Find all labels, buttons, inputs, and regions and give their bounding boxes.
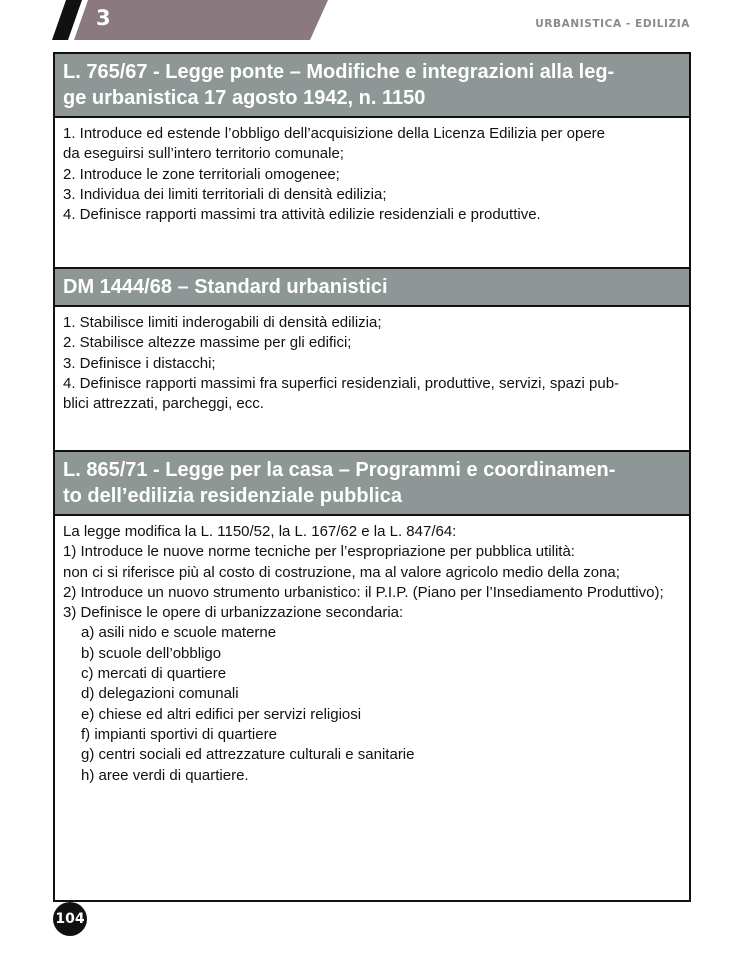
sub-list-item: d) delegazioni comunali [81,685,239,703]
section-title [55,54,689,118]
section-label: URBANISTICA - EDILIZIA [535,18,690,30]
list-item-detail: non ci si riferisce più al costo di costruzione, ma al valore agricolo medio della zona; [63,563,620,581]
list-item: 3) Definisce le opere di urbanizzazione secondaria: [63,604,404,622]
list-item: 1) Introduce le nuove norme tecniche per l’espropriazione per pubblica utilità: [63,543,575,561]
list-item: 2. Stabilisce altezze massime per gli edifici; [63,334,352,352]
section-title [55,452,689,516]
section-body [55,118,689,225]
list-item: 2. Introduce le zone territoriali omogenee; [63,165,340,183]
section-title-line: DM 1444/68 – Standard urbanistici [63,276,388,298]
list-item: 4. Definisce rapporti massimi tra attività edilizie residenziali e produttive. [63,206,541,224]
sub-list-item: h) aree verdi di quartiere. [81,766,249,784]
sub-list-item: b) scuole dell’obbligo [81,644,222,662]
page-number: 104 [53,902,87,936]
sub-list-item: e) chiese ed altri edifici per servizi religiosi [81,705,362,723]
chapter-tab-shape [52,0,328,40]
chapter-number: 3 [96,6,111,30]
section-l765-67 [55,54,689,225]
list-item: blici attrezzati, parcheggi, ecc. [63,395,264,413]
section-title-line: L. 765/67 - Legge ponte – Modifiche e integrazioni alla leg- [63,61,615,83]
section-body [55,307,689,414]
list-item: 3. Individua dei limiti territoriali di densità edilizia; [63,185,387,203]
chapter-tab [52,0,328,40]
section-title [55,269,689,307]
list-item: 3. Definisce i distacchi; [63,354,216,372]
section-title-line: to dell’edilizia residenziale pubblica [63,485,402,507]
section-body [55,516,689,786]
sub-list-item: g) centri sociali ed attrezzature culturali e sanitarie [81,746,415,764]
section-l865-71 [55,450,689,786]
content-box [53,52,691,902]
list-item: 4. Definisce rapporti massimi fra superfici residenziali, produttive, servizi, spazi pub- [63,374,620,392]
list-item: 2) Introduce un nuovo strumento urbanistico: il P.I.P. (Piano per l’Insediamento Produttivo); [63,583,664,601]
list-item: 1. Stabilisce limiti inderogabili di densità edilizia; [63,314,382,331]
sub-list-item: f) impianti sportivi di quartiere [81,725,277,743]
list-item: 1. Introduce ed estende l’obbligo dell’acquisizione della Licenza Edilizia per opere [63,125,606,142]
intro-text: La legge modifica la L. 1150/52, la L. 167/62 e la L. 847/64: [63,523,457,540]
section-dm1444-68 [55,267,689,414]
list-item: da eseguirsi sull’intero territorio comunale; [63,145,344,163]
sub-list-item: a) asili nido e scuole materne [81,624,277,642]
section-title-line: L. 865/71 - Legge per la casa – Programmi e coordinamen- [63,459,616,481]
section-title-line: ge urbanistica 17 agosto 1942, n. 1150 [63,87,426,109]
sub-list-item: c) mercati di quartiere [81,665,227,683]
